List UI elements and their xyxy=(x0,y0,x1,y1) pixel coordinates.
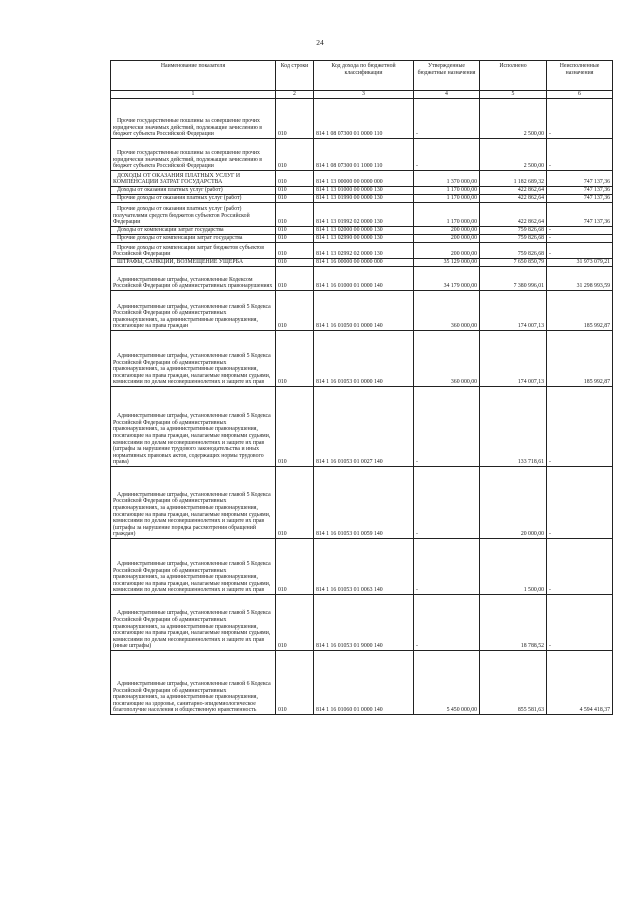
table-row xyxy=(111,171,613,187)
row-name-text: Прочие государственные пошлины за совершение прочих юридически значимых действий, подлежащие зачислению в бюджет субъекта Российской Федерации xyxy=(113,150,263,170)
row-kbk: 814 1 16 01053 01 0063 140 xyxy=(314,539,414,595)
row-approved: 200 000,00 xyxy=(414,243,480,259)
row-kbk: 814 1 13 02992 02 0000 130 xyxy=(314,243,414,259)
col-number: 3 xyxy=(314,91,414,99)
table-row xyxy=(111,243,613,259)
row-name xyxy=(111,467,276,539)
row-name-text: Прочие доходы от компенсации затрат бюджетов субъектов Российской Федерации xyxy=(113,244,264,258)
row-executed: 759 826,68 xyxy=(480,243,547,259)
row-name-text: Прочие государственные пошлины за совершение прочих юридически значимых действий, подлежащие зачислению в бюджет субъекта Российской Федерации xyxy=(113,118,263,138)
row-name xyxy=(111,139,276,171)
row-kbk: 814 1 13 01990 00 0000 130 xyxy=(314,195,414,203)
row-approved: - xyxy=(414,139,480,171)
row-executed: 855 581,63 xyxy=(480,651,547,715)
row-unexecuted: - xyxy=(547,387,613,467)
row-executed: 133 718,61 xyxy=(480,387,547,467)
row-kbk: 814 1 08 07300 01 0000 110 xyxy=(314,99,414,139)
row-name xyxy=(111,387,276,467)
row-name-text: Прочие доходы от оказания платных услуг (работ) xyxy=(117,195,242,202)
row-unexecuted: 747 137,36 xyxy=(547,203,613,227)
row-executed: 2 500,00 xyxy=(480,99,547,139)
row-unexecuted: - xyxy=(547,539,613,595)
row-kbk: 814 1 13 00000 00 0000 000 xyxy=(314,171,414,187)
row-unexecuted: - xyxy=(547,99,613,139)
row-kbk: 814 1 16 01000 01 0000 140 xyxy=(314,267,414,291)
row-approved: 1 170 000,00 xyxy=(414,195,480,203)
row-executed: 759 826,68 xyxy=(480,227,547,235)
row-code: 010 xyxy=(276,203,314,227)
row-executed: 1 182 689,32 xyxy=(480,171,547,187)
col-number: 6 xyxy=(547,91,613,99)
row-executed: 20 000,00 xyxy=(480,467,547,539)
row-executed: 759 826,68 xyxy=(480,235,547,243)
row-name xyxy=(111,331,276,387)
row-name-text: Административные штрафы, установленные главой 5 Кодекса Российской Федерации об административных правонарушениях, за административные правонарушения, посягающие на права граждан, налагаемые мировыми судьями, комиссиями по делам несовершеннолетних и защите их прав xyxy=(113,353,271,386)
row-approved: - xyxy=(414,99,480,139)
row-code: 010 xyxy=(276,651,314,715)
row-executed: 174 007,13 xyxy=(480,291,547,331)
row-name-text: ШТРАФЫ, САНКЦИИ, ВОЗМЕЩЕНИЕ УЩЕРБА xyxy=(117,259,244,266)
row-approved: 1 170 000,00 xyxy=(414,203,480,227)
row-executed: 422 862,64 xyxy=(480,203,547,227)
row-executed: 1 500,00 xyxy=(480,539,547,595)
revenue-execution-table xyxy=(110,60,613,715)
row-name-text: Административные штрафы, установленные главой 5 Кодекса Российской Федерации об административных правонарушениях, за административные правонарушения, посягающие на права граждан, налагаемые мировыми судьями, комиссиями по делам несовершеннолетних и защите их прав (штрафы за нарушение порядка рассмотрения обращений граждан) xyxy=(113,491,271,538)
row-executed: 7 650 850,79 xyxy=(480,259,547,267)
row-name xyxy=(111,243,276,259)
table-row xyxy=(111,203,613,227)
table-row xyxy=(111,539,613,595)
table-row xyxy=(111,99,613,139)
table-row xyxy=(111,291,613,331)
table-row xyxy=(111,467,613,539)
row-approved: 200 000,00 xyxy=(414,227,480,235)
table-row xyxy=(111,387,613,467)
row-name xyxy=(111,539,276,595)
row-approved: - xyxy=(414,387,480,467)
row-unexecuted: 747 137,36 xyxy=(547,171,613,187)
row-approved: 35 129 000,00 xyxy=(414,259,480,267)
col-header-approved: Утвержденные бюджетные назначения xyxy=(414,61,480,91)
row-approved: 1 370 000,00 xyxy=(414,171,480,187)
row-code: 010 xyxy=(276,171,314,187)
row-code: 010 xyxy=(276,291,314,331)
row-code: 010 xyxy=(276,187,314,195)
row-executed: 422 862,64 xyxy=(480,195,547,203)
column-number-row xyxy=(111,91,613,99)
row-name xyxy=(111,235,276,243)
row-code: 010 xyxy=(276,195,314,203)
col-header-code: Код строки xyxy=(276,61,314,91)
row-name-text: Административные штрафы, установленные Кодексом Российской Федерации об административных правонарушениях xyxy=(113,276,273,290)
table-row xyxy=(111,235,613,243)
row-name xyxy=(111,651,276,715)
row-name-text: ДОХОДЫ ОТ ОКАЗАНИЯ ПЛАТНЫХ УСЛУГ И КОМПЕНСАЦИИ ЗАТРАТ ГОСУДАРСТВА xyxy=(113,172,241,186)
row-kbk: 814 1 13 02000 00 0000 130 xyxy=(314,227,414,235)
row-kbk: 814 1 13 02990 00 0000 130 xyxy=(314,235,414,243)
row-unexecuted: - xyxy=(547,243,613,259)
row-name-text: Прочие доходы от компенсации затрат государства xyxy=(117,235,243,242)
row-approved: 360 000,00 xyxy=(414,331,480,387)
row-name-text: Доходы от компенсации затрат государства xyxy=(117,227,224,234)
row-code: 010 xyxy=(276,539,314,595)
row-kbk: 814 1 13 01000 00 0000 130 xyxy=(314,187,414,195)
row-name xyxy=(111,227,276,235)
row-executed: 7 380 996,01 xyxy=(480,267,547,291)
row-unexecuted: 4 594 418,37 xyxy=(547,651,613,715)
row-code: 010 xyxy=(276,595,314,651)
row-code: 010 xyxy=(276,235,314,243)
row-code: 010 xyxy=(276,227,314,235)
table-row xyxy=(111,267,613,291)
row-name xyxy=(111,171,276,187)
table-row xyxy=(111,227,613,235)
row-name-text: Административные штрафы, установленные главой 5 Кодекса Российской Федерации об административных правонарушениях, за административные правонарушения, посягающие на права граждан xyxy=(113,303,271,330)
table-row xyxy=(111,331,613,387)
row-approved: 360 000,00 xyxy=(414,291,480,331)
row-code: 010 xyxy=(276,243,314,259)
table-row xyxy=(111,651,613,715)
table-row xyxy=(111,259,613,267)
row-kbk: 814 1 08 07300 01 1000 110 xyxy=(314,139,414,171)
row-name-text: Административные штрафы, установленные главой 5 Кодекса Российской Федерации об административных правонарушениях, за административные правонарушения, посягающие на права граждан, налагаемые мировыми судьями, комиссиями по делам несовершеннолетних и защите их прав xyxy=(113,561,271,594)
row-name-text: Административные штрафы, установленные главой 5 Кодекса Российской Федерации об административных правонарушениях, за административные правонарушения, посягающие на права граждан, налагаемые мировыми судьями, комиссиями по делам несовершеннолетних и защите их прав (иные штрафы) xyxy=(113,610,271,650)
row-code: 010 xyxy=(276,331,314,387)
table-row xyxy=(111,595,613,651)
col-header-name: Наименование показателя xyxy=(111,61,276,91)
row-approved: - xyxy=(414,595,480,651)
row-unexecuted: 747 137,36 xyxy=(547,187,613,195)
row-name-text: Прочие доходы от оказания платных услуг (работ) получателями средств бюджетов субъектов Российской Федерации xyxy=(113,206,250,226)
row-code: 010 xyxy=(276,267,314,291)
row-kbk: 814 1 16 01053 01 0059 140 xyxy=(314,467,414,539)
row-executed: 422 862,64 xyxy=(480,187,547,195)
row-unexecuted: 185 992,87 xyxy=(547,291,613,331)
row-executed: 18 788,52 xyxy=(480,595,547,651)
row-kbk: 814 1 16 01060 01 0000 140 xyxy=(314,651,414,715)
row-unexecuted: - xyxy=(547,467,613,539)
col-header-kbk: Код дохода по бюджетной классификации xyxy=(314,61,414,91)
row-approved: - xyxy=(414,539,480,595)
row-approved: 200 000,00 xyxy=(414,235,480,243)
row-unexecuted: - xyxy=(547,227,613,235)
row-name xyxy=(111,595,276,651)
row-unexecuted: - xyxy=(547,595,613,651)
row-unexecuted: 31 298 993,59 xyxy=(547,267,613,291)
row-approved: 5 450 000,00 xyxy=(414,651,480,715)
row-executed: 174 007,13 xyxy=(480,331,547,387)
row-name xyxy=(111,99,276,139)
row-unexecuted: - xyxy=(547,139,613,171)
row-executed: 2 500,00 xyxy=(480,139,547,171)
row-name xyxy=(111,195,276,203)
col-number: 1 xyxy=(111,91,276,99)
page-number: 24 xyxy=(316,38,324,47)
col-number: 4 xyxy=(414,91,480,99)
row-unexecuted: 185 992,87 xyxy=(547,331,613,387)
row-kbk: 814 1 16 01053 01 9000 140 xyxy=(314,595,414,651)
row-kbk: 814 1 16 01050 01 0000 140 xyxy=(314,291,414,331)
row-kbk: 814 1 16 01053 01 0000 140 xyxy=(314,331,414,387)
row-kbk: 814 1 16 01053 01 0027 140 xyxy=(314,387,414,467)
row-unexecuted: 31 973 079,21 xyxy=(547,259,613,267)
row-name xyxy=(111,187,276,195)
row-unexecuted: - xyxy=(547,235,613,243)
row-name xyxy=(111,291,276,331)
row-kbk: 814 1 16 00000 00 0000 000 xyxy=(314,259,414,267)
row-name-text: Доходы от оказания платных услуг (работ) xyxy=(117,187,223,194)
header-row xyxy=(111,61,613,91)
row-name-text: Административные штрафы, установленные главой 5 Кодекса Российской Федерации об административных правонарушениях, за административные правонарушения, посягающие на права граждан, налагаемые мировыми судьями, комиссиями по делам несовершеннолетних и защите их прав (штрафы за нарушение трудового законодательства и иных нормативных правовых актов, содержащих нормы трудового права) xyxy=(113,413,271,466)
col-header-executed: Исполнено xyxy=(480,61,547,91)
row-name xyxy=(111,259,276,267)
row-approved: 34 179 000,00 xyxy=(414,267,480,291)
row-code: 010 xyxy=(276,99,314,139)
row-name-text: Административные штрафы, установленные главой 6 Кодекса Российской Федерации об административных правонарушениях, за административные правонарушения, посягающие на здоровье, санитарно-эпидемиологическое благополучие населения и общественную нравственность xyxy=(113,681,271,714)
table-row xyxy=(111,139,613,171)
row-name xyxy=(111,203,276,227)
table-row xyxy=(111,187,613,195)
row-code: 010 xyxy=(276,387,314,467)
row-code: 010 xyxy=(276,259,314,267)
row-approved: - xyxy=(414,467,480,539)
row-name xyxy=(111,267,276,291)
col-header-unexecuted: Неисполненные назначения xyxy=(547,61,613,91)
row-unexecuted: 747 137,36 xyxy=(547,195,613,203)
row-approved: 1 170 000,00 xyxy=(414,187,480,195)
row-kbk: 814 1 13 01992 02 0000 130 xyxy=(314,203,414,227)
row-code: 010 xyxy=(276,467,314,539)
col-number: 2 xyxy=(276,91,314,99)
row-code: 010 xyxy=(276,139,314,171)
col-number: 5 xyxy=(480,91,547,99)
table-row xyxy=(111,195,613,203)
